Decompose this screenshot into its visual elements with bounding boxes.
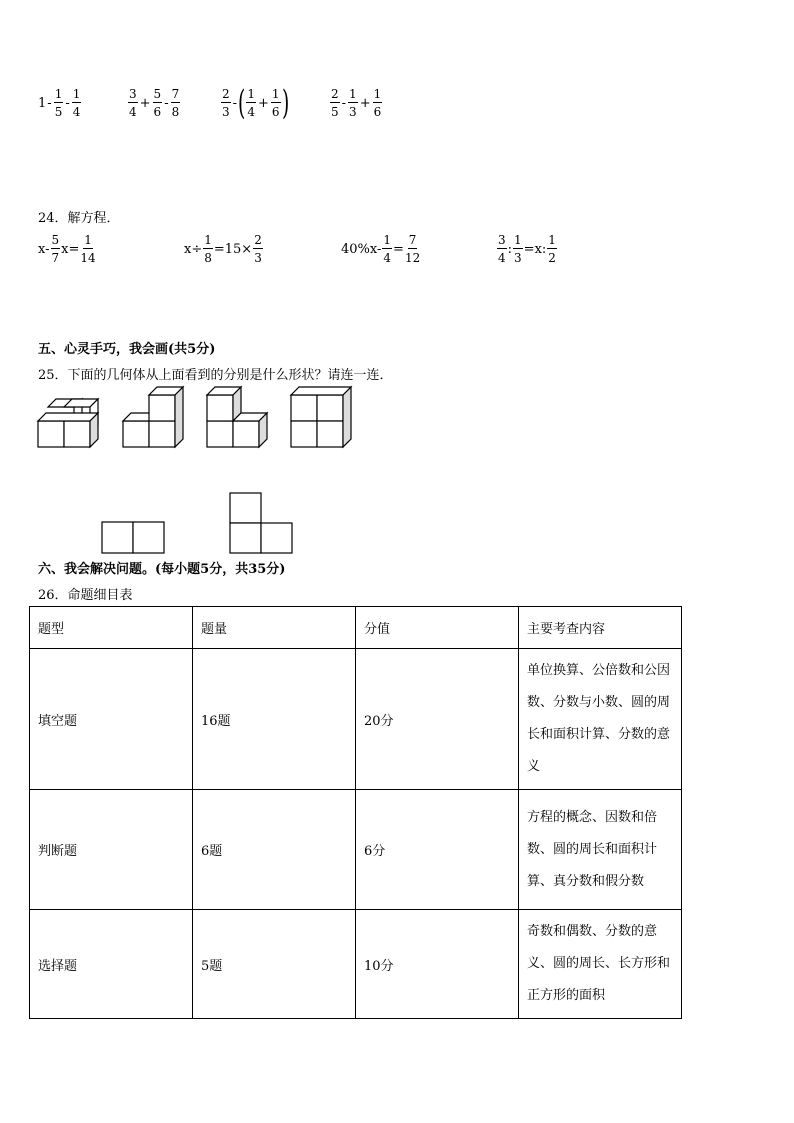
operator: -	[232, 95, 238, 111]
fraction: $\frac{1}{5}$	[54, 87, 63, 119]
fraction: $\frac{1}{2}$	[548, 233, 556, 265]
solid-figure-4	[291, 387, 351, 447]
cube-figures	[30, 385, 370, 455]
equation-text: 40%x-	[341, 241, 382, 257]
table-header: 分值	[356, 607, 519, 649]
expression-3	[220, 83, 289, 123]
table-header: 题型	[30, 607, 193, 649]
fraction: $\frac{2}{5}$	[331, 87, 339, 119]
table-cell-score: 20分	[356, 649, 519, 790]
section-5-title: 五、心灵手巧，我会画(共5分)	[38, 342, 216, 357]
table-cell-count: 16题	[193, 649, 356, 790]
table-cell-content: 奇数和偶数、分数的意义、圆的周长、长方形和正方形的面积	[519, 910, 682, 1019]
q26-title: 26．命题细目表	[38, 588, 133, 603]
table-cell-content: 单位换算、公倍数和公因数、分数与小数、圆的周长和面积计算、分数的意义	[519, 649, 682, 790]
fraction: $\frac{1}{4}$	[247, 87, 255, 119]
equation-4	[496, 234, 558, 264]
right-paren: )	[281, 83, 289, 123]
operator: +	[139, 95, 151, 111]
fraction: $\frac{1}{3}$	[349, 87, 357, 119]
expression-2	[127, 88, 181, 118]
operator: -	[341, 95, 347, 111]
fraction: $\frac{2}{3}$	[254, 233, 262, 265]
fraction: $\frac{1}{4}$	[72, 87, 81, 119]
table-cell-score: 10分	[356, 910, 519, 1019]
table-cell-score: 6分	[356, 790, 519, 910]
table-cell-content: 方程的概念、因数和倍数、圆的周长和面积计算、真分数和假分数	[519, 790, 682, 910]
operator: +	[359, 95, 371, 111]
fraction: $\frac{1}{8}$	[204, 233, 212, 265]
solid-figure-2	[123, 387, 183, 447]
fraction: $\frac{1}{14}$	[80, 233, 96, 265]
equation-text: =15×	[213, 241, 253, 257]
top-view-shapes	[100, 492, 300, 556]
fraction: $\frac{7}{12}$	[404, 233, 421, 265]
q24-title: 24．解方程．	[38, 211, 120, 226]
fraction: $\frac{1}{4}$	[383, 233, 392, 265]
table-row	[30, 649, 682, 790]
expression-4	[329, 88, 383, 118]
fraction: $\frac{7}{8}$	[171, 87, 180, 119]
equation-text: x-	[38, 241, 50, 257]
q25-title: 25．下面的几何体从上面看到的分别是什么形状？请连一连．	[38, 368, 393, 383]
fraction: $\frac{3}{4}$	[498, 233, 506, 265]
fraction: $\frac{2}{3}$	[222, 87, 230, 119]
top-view-shape-1	[102, 522, 164, 553]
operator: -	[164, 95, 169, 111]
table-row	[30, 910, 682, 1019]
operator: -	[47, 95, 52, 111]
table-row	[30, 790, 682, 910]
equation-2	[184, 234, 264, 264]
equation-text: =x:	[523, 241, 547, 257]
fraction: $\frac{5}{6}$	[153, 87, 162, 119]
equation-text: x÷	[184, 241, 203, 257]
equation-1	[38, 234, 97, 264]
fraction: $\frac{3}{4}$	[129, 87, 137, 119]
equation-3	[341, 234, 421, 264]
solid-figure-3	[207, 387, 267, 447]
table-cell-count: 5题	[193, 910, 356, 1019]
fraction: $\frac{1}{6}$	[373, 87, 382, 119]
equation-text: :	[507, 241, 513, 257]
table-cell-type: 填空题	[30, 649, 193, 790]
section-6-title: 六、我会解决问题。(每小题5分，共35分)	[38, 562, 286, 577]
fraction: $\frac{1}{3}$	[514, 233, 522, 265]
table-cell-count: 6题	[193, 790, 356, 910]
fraction: $\frac{5}{7}$	[51, 233, 60, 265]
equation-text: x=	[61, 241, 80, 257]
table-cell-type: 选择题	[30, 910, 193, 1019]
table-header-row	[30, 607, 682, 649]
expression-1	[38, 88, 82, 118]
detail-table	[29, 606, 682, 1019]
whole-number: 1	[38, 95, 47, 111]
table-cell-type: 判断题	[30, 790, 193, 910]
equation-text: =	[393, 241, 404, 257]
solid-figure-1	[38, 399, 98, 447]
operator: -	[65, 95, 70, 111]
table-header: 题量	[193, 607, 356, 649]
left-paren: (	[238, 83, 246, 123]
table-header: 主要考查内容	[519, 607, 682, 649]
fraction: $\frac{1}{6}$	[271, 87, 280, 119]
top-view-shape-2	[230, 493, 292, 553]
operator: +	[257, 95, 269, 111]
